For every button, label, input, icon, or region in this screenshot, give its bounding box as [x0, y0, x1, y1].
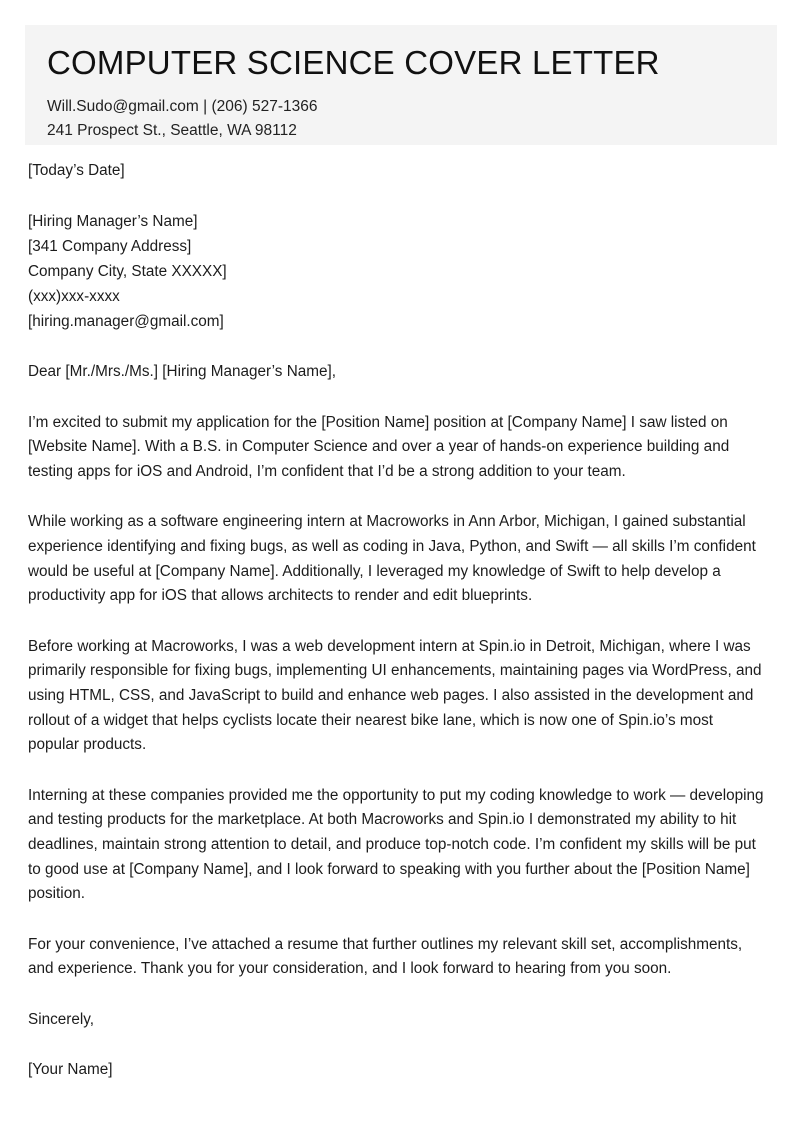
- signature-block: [28, 1058, 768, 1083]
- paragraph-block-2: [28, 510, 768, 608]
- body-paragraph-4: Interning at these companies provided me the opportunity to put my coding knowledge to work — developing and testing products for the marketplace. At both Macroworks and Spin.io I demonstrated my ability to hit deadlines, maintain strong attention to detail, and produce top-notch code. I’m confident my skills will be put to good use at [Company Name], and I look forward to speaking with you further about the [Position Name] position.: [28, 786, 764, 903]
- salutation-block: [28, 360, 768, 385]
- closing-block: [28, 1008, 768, 1033]
- letter-header-band: [25, 25, 777, 145]
- body-paragraph-5: For your convenience, I’ve attached a resume that further outlines my relevant skill set, accomplishments, and experience. Thank you for your consideration, and I look forward to hearing from you soon.: [28, 935, 743, 978]
- signature-name: [Your Name]: [28, 1061, 113, 1079]
- recipient-line-email: [hiring.manager@gmail.com]: [28, 313, 224, 330]
- paragraph-block-3: [28, 635, 768, 758]
- body-paragraph-1: I’m excited to submit my application for the [Position Name] position at [Company Name] I saw listed on [Website Name]. With a B.S. in Computer Science and over a year of hands-on experience building and testing apps for iOS and Android, I’m confident that I’d be a strong addition to your team.: [28, 413, 730, 480]
- page-title: COMPUTER SCIENCE COVER LETTER: [47, 44, 660, 81]
- recipient-line-phone: (xxx)xxx-xxxx: [28, 288, 120, 305]
- paragraph-block-4: [28, 784, 768, 907]
- contact-email-phone: Will.Sudo@gmail.com | (206) 527-1366: [47, 98, 318, 115]
- body-paragraph-3: Before working at Macroworks, I was a web development intern at Spin.io in Detroit, Michigan, where I was primarily responsible for fixing bugs, implementing UI enhancements, maintaining pages via WordPress, and using HTML, CSS, and JavaScript to build and enhance web pages. I also assisted in the development and rollout of a widget that helps cyclists locate their nearest bike lane, which is now one of Spin.io’s most popular products.: [28, 637, 762, 754]
- recipient-line-city-state-zip: Company City, State XXXXX]: [28, 263, 227, 280]
- recipient-line-name: [Hiring Manager’s Name]: [28, 213, 198, 230]
- body-paragraph-2: While working as a software engineering intern at Macroworks in Ann Arbor, Michigan, I gained substantial experience identifying and fixing bugs, as well as coding in Java, Python, and Swift — all skills I’m confident would be useful at [Company Name]. Additionally, I leveraged my knowledge of Swift to help develop a productivity app for iOS that allows architects to render and edit blueprints.: [28, 513, 756, 605]
- salutation: Dear [Mr./Mrs./Ms.] [Hiring Manager’s Name],: [28, 363, 336, 380]
- date-block: [28, 158, 768, 183]
- contact-address: 241 Prospect St., Seattle, WA 98112: [47, 122, 297, 139]
- paragraph-block-5: [28, 933, 768, 982]
- letter-body: [28, 158, 768, 1083]
- closing-salutation: Sincerely,: [28, 1010, 95, 1028]
- letter-date: [Today’s Date]: [28, 162, 125, 179]
- recipient-block: [28, 209, 768, 334]
- paragraph-block-1: [28, 411, 768, 485]
- recipient-line-address: [341 Company Address]: [28, 238, 192, 255]
